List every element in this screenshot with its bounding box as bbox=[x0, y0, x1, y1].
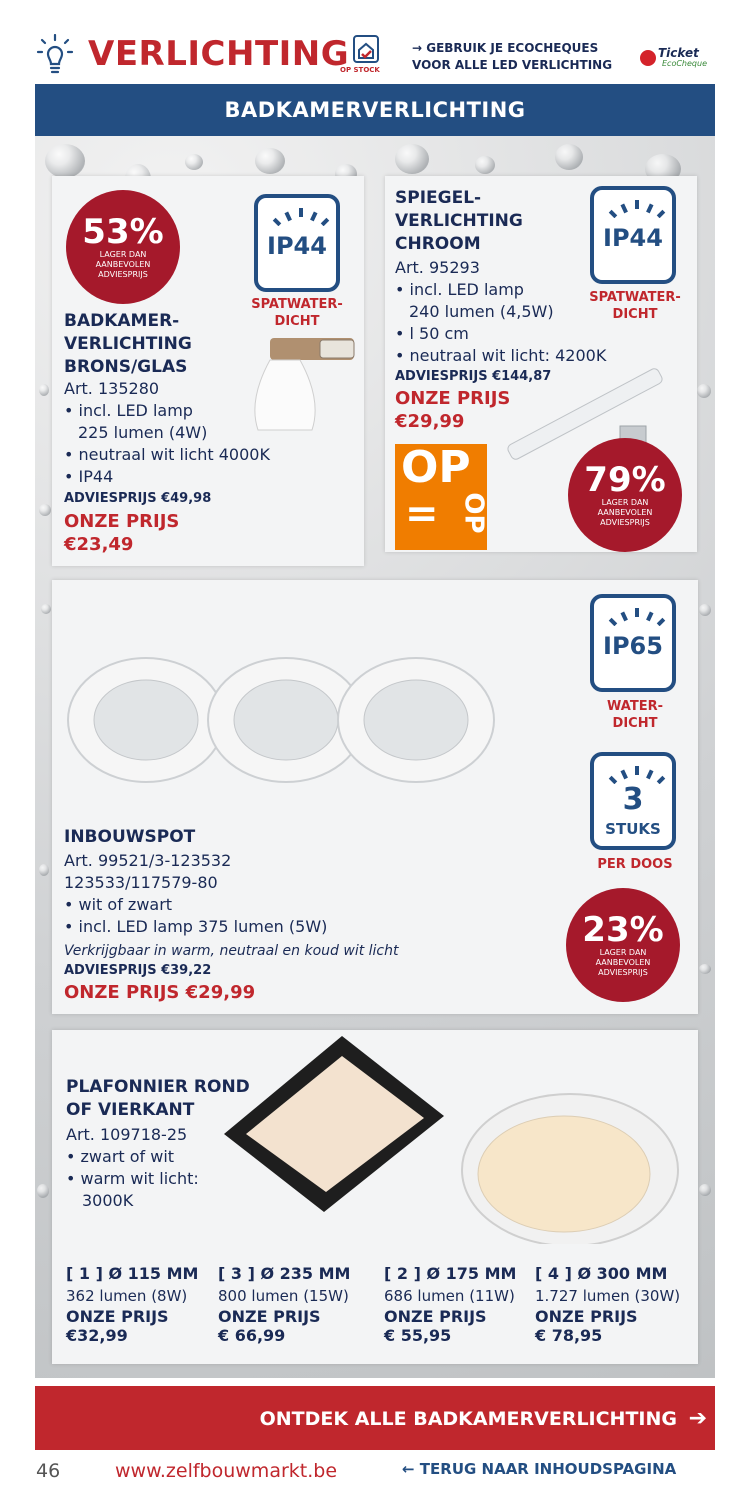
variant-price-label: ONZE PRIJS bbox=[535, 1307, 638, 1326]
discount-text-2: AANBEVOLEN bbox=[597, 508, 653, 517]
spotlights-image bbox=[66, 650, 546, 790]
discount-text-2: AANBEVOLEN bbox=[595, 958, 651, 967]
advice-price: ADVIESPRIJS €144,87 bbox=[395, 369, 552, 384]
ticket-dot-icon bbox=[640, 50, 656, 66]
discount-text-1: LAGER DAN bbox=[601, 498, 649, 507]
product-name-line-1: PLAFONNIER ROND bbox=[66, 1077, 250, 1097]
product-feature: • incl. LED lamp 375 lumen (5W) bbox=[64, 917, 328, 936]
product-feature: • neutraal wit licht 4000K bbox=[64, 445, 270, 464]
product-article: Art. 99521/3-123532 bbox=[64, 851, 232, 870]
product-feature: 3000K bbox=[82, 1191, 134, 1210]
product-name-line-1: BADKAMER- bbox=[64, 311, 180, 331]
discount-text-1: LAGER DAN bbox=[599, 948, 647, 957]
eco-line-1: → GEBRUIK JE ECOCHEQUES bbox=[412, 41, 599, 55]
variant-lumen: 362 lumen (8W) bbox=[66, 1287, 188, 1305]
page-header bbox=[0, 0, 750, 82]
variant-price-label: ONZE PRIJS bbox=[218, 1307, 321, 1326]
our-price-label: ONZE PRIJS bbox=[395, 388, 511, 409]
product-feature: • zwart of wit bbox=[66, 1147, 175, 1166]
ip-caption-1: WATER- bbox=[607, 699, 663, 714]
variant-price: € 78,95 bbox=[535, 1326, 603, 1345]
discount-text-3: ADVIESPRIJS bbox=[598, 968, 648, 977]
product-feature: 240 lumen (4,5W) bbox=[409, 302, 554, 321]
product-article-2: 123533/117579-80 bbox=[64, 873, 218, 892]
product-article: Art. 109718-25 bbox=[66, 1125, 188, 1144]
product-note: Verkrijgbaar in warm, neutraal en koud wit licht bbox=[64, 943, 399, 959]
variant-lumen: 686 lumen (11W) bbox=[384, 1287, 515, 1305]
discount-text-3: ADVIESPRIJS bbox=[600, 518, 650, 527]
ip-caption-1: SPATWATER- bbox=[589, 290, 681, 305]
op-logo-side: OP bbox=[458, 492, 489, 534]
our-price: €23,49 bbox=[64, 534, 134, 555]
advice-price: ADVIESPRIJS €49,98 bbox=[64, 491, 212, 506]
ip-rating-text: IP65 bbox=[603, 632, 663, 660]
product-name-line-3: CHROOM bbox=[395, 234, 481, 254]
lightbulb-icon bbox=[36, 34, 74, 74]
variant-2 bbox=[384, 1262, 516, 1345]
product-feature: • neutraal wit licht: 4200K bbox=[395, 346, 607, 365]
website-link[interactable]: www.zelfbouwmarkt.be bbox=[115, 1460, 338, 1482]
product-name bbox=[66, 1076, 250, 1122]
our-price: €29,99 bbox=[395, 411, 465, 432]
ecocheque-notice bbox=[412, 40, 612, 74]
ip-caption bbox=[572, 289, 698, 323]
back-to-contents-link[interactable]: ← TERUG NAAR INHOUDSPAGINA bbox=[402, 1460, 677, 1478]
product-feature: • incl. LED lamp bbox=[395, 280, 524, 299]
ticket-brand: Ticket bbox=[658, 46, 699, 60]
product-name-line-1: SPIEGEL- bbox=[395, 188, 482, 208]
variant-4 bbox=[535, 1262, 680, 1345]
discount-percent: 23% bbox=[582, 910, 664, 950]
ip-caption-1: SPATWATER- bbox=[251, 297, 343, 312]
page-number: 46 bbox=[36, 1460, 61, 1482]
variant-price: €32,99 bbox=[66, 1326, 128, 1345]
quantity-label: STUKS bbox=[605, 820, 661, 838]
discount-badge bbox=[66, 190, 180, 304]
variant-3 bbox=[218, 1262, 350, 1345]
variant-size: [ 1 ] Ø 115 MM bbox=[66, 1264, 199, 1283]
product-name: INBOUWSPOT bbox=[64, 827, 196, 847]
ceiling-lamp-image bbox=[240, 330, 360, 440]
variant-lumen: 1.727 lumen (30W) bbox=[535, 1287, 681, 1305]
eco-line-2: VOOR ALLE LED VERLICHTING bbox=[412, 58, 613, 72]
discount-percent: 53% bbox=[82, 212, 164, 252]
splash-icon bbox=[608, 200, 666, 218]
product-feature: • warm wit licht: bbox=[66, 1169, 199, 1188]
ticket-sub: EcoCheque bbox=[662, 59, 707, 68]
splash-icon bbox=[272, 208, 330, 226]
our-price: ONZE PRIJS €29,99 bbox=[64, 982, 256, 1003]
ip-caption-2: DICHT bbox=[274, 314, 320, 329]
arrow-right-icon: ➔ bbox=[688, 1406, 707, 1431]
advice-price: ADVIESPRIJS €39,22 bbox=[64, 963, 212, 978]
variant-price-label: ONZE PRIJS bbox=[66, 1307, 169, 1326]
discover-all-link[interactable] bbox=[35, 1386, 715, 1450]
page-title: VERLICHTING bbox=[88, 34, 350, 74]
variant-price-label: ONZE PRIJS bbox=[384, 1307, 487, 1326]
op-logo-top: OP bbox=[401, 442, 471, 493]
ip-rating-text: IP44 bbox=[267, 232, 327, 260]
variant-lumen: 800 lumen (15W) bbox=[218, 1287, 349, 1305]
ip-caption bbox=[572, 698, 698, 732]
variant-1 bbox=[66, 1262, 198, 1345]
discount-text-3: ADVIESPRIJS bbox=[98, 270, 148, 279]
product-feature: • l 50 cm bbox=[395, 324, 469, 343]
our-price-label: ONZE PRIJS bbox=[64, 511, 180, 532]
product-name-line-2: VERLICHTING bbox=[64, 334, 192, 354]
product-name bbox=[395, 187, 523, 256]
ceiling-fixture-image bbox=[224, 1034, 684, 1244]
product-feature: • IP44 bbox=[64, 467, 114, 486]
product-name-line-2: VERLICHTING bbox=[395, 211, 523, 231]
product-article: Art. 135280 bbox=[64, 379, 160, 398]
product-article: Art. 95293 bbox=[395, 258, 480, 277]
discount-text-2: AANBEVOLEN bbox=[95, 260, 151, 269]
product-feature: • wit of zwart bbox=[64, 895, 173, 914]
product-feature: • incl. LED lamp bbox=[64, 401, 193, 420]
variant-price: € 66,99 bbox=[218, 1326, 286, 1345]
discover-all-label: ONTDEK ALLE BADKAMERVERLICHTING bbox=[259, 1408, 677, 1430]
discount-percent: 79% bbox=[584, 460, 666, 500]
op-logo-equals: = bbox=[405, 491, 439, 537]
section-banner: BADKAMERVERLICHTING bbox=[35, 84, 715, 136]
discount-badge bbox=[566, 888, 680, 1002]
product-name bbox=[64, 310, 192, 379]
quantity-badge bbox=[590, 752, 676, 850]
ip-rating-text: IP44 bbox=[603, 224, 663, 252]
variant-size: [ 2 ] Ø 175 MM bbox=[384, 1264, 517, 1283]
ip-rating-badge bbox=[590, 186, 676, 284]
product-name-line-3: BRONS/GLAS bbox=[64, 357, 188, 377]
ip-rating-badge bbox=[590, 594, 676, 692]
op-is-op-logo bbox=[395, 444, 487, 550]
ip-caption-2: DICHT bbox=[612, 716, 658, 731]
per-box-caption: PER DOOS bbox=[597, 857, 673, 872]
discount-text-1: LAGER DAN bbox=[99, 250, 147, 259]
ip-caption bbox=[234, 296, 360, 330]
variant-size: [ 4 ] Ø 300 MM bbox=[535, 1264, 668, 1283]
product-name-line-2: OF VIERKANT bbox=[66, 1100, 195, 1120]
product-feature: 225 lumen (4W) bbox=[78, 423, 208, 442]
variant-price: € 55,95 bbox=[384, 1326, 452, 1345]
quantity-number: 3 bbox=[622, 782, 644, 817]
discount-badge bbox=[568, 438, 682, 552]
ticket-ecocheque-logo bbox=[640, 44, 718, 72]
ip-caption-2: DICHT bbox=[612, 307, 658, 322]
variant-size: [ 3 ] Ø 235 MM bbox=[218, 1264, 351, 1283]
splash-icon bbox=[608, 608, 666, 626]
ip-rating-badge bbox=[254, 194, 340, 292]
stock-label: OP STOCK bbox=[340, 66, 380, 74]
